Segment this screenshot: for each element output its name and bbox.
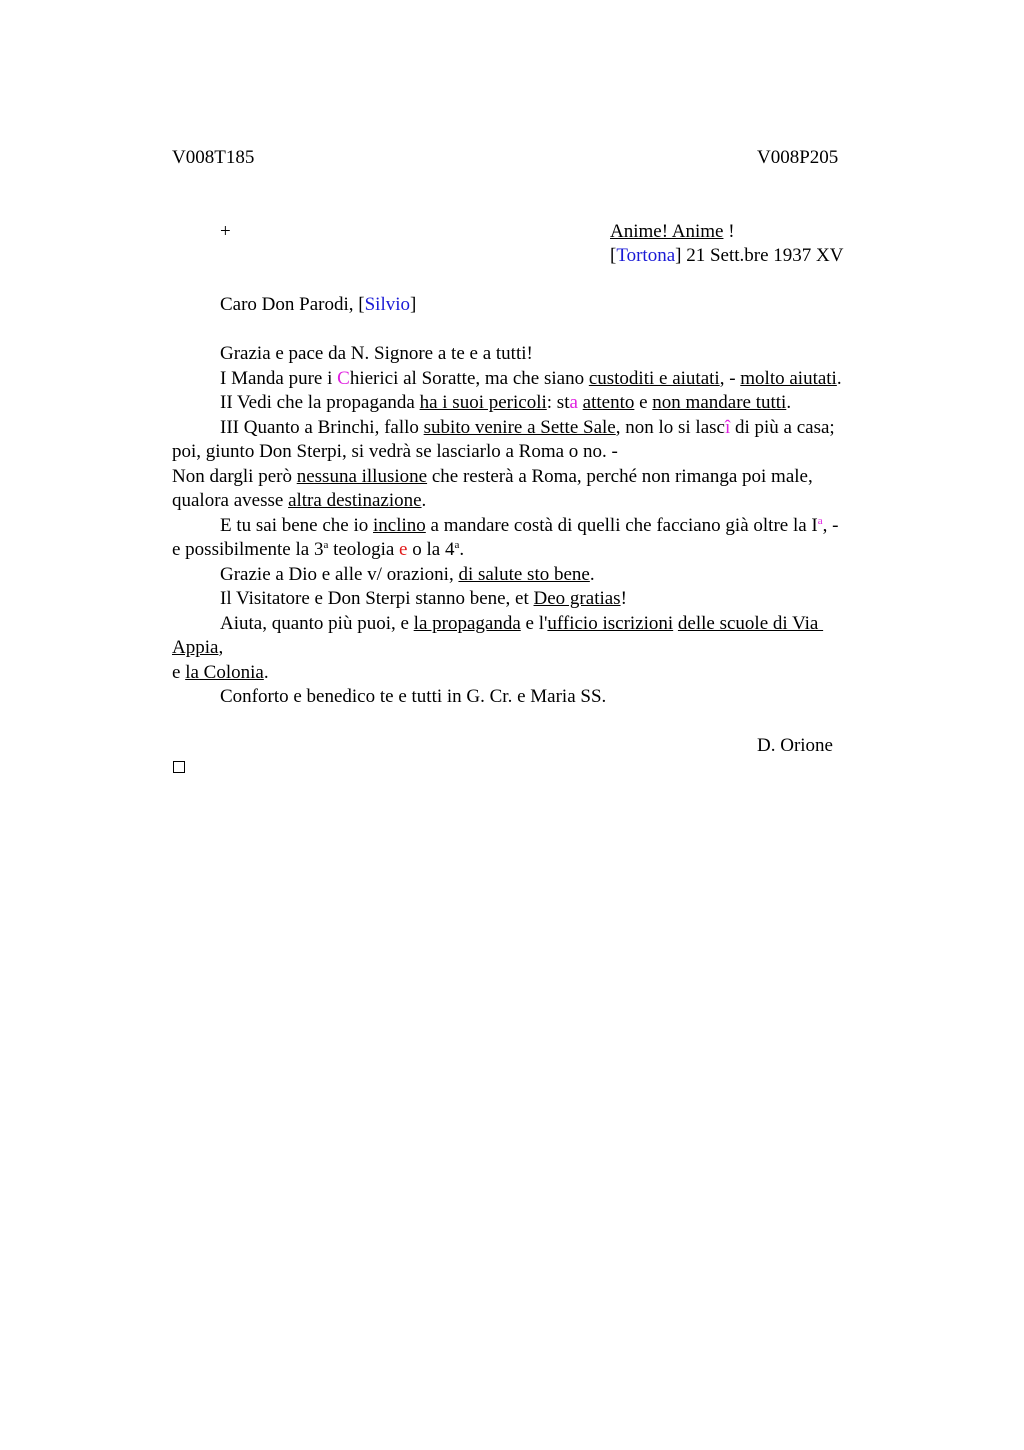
motto (610, 220, 735, 244)
body-line-11: Il Visitatore e Don Sterpi stanno bene, et Deo gratias! (220, 588, 627, 609)
body-line-14: e la Colonia. (172, 662, 269, 683)
colored-superscript: a (817, 515, 823, 527)
body-line-15: Conforto e benedico te e tutti in G. Cr. e Maria SS. (220, 686, 607, 707)
colored-letter: a (569, 392, 578, 413)
bracket: ] (675, 245, 682, 266)
bracket: [ (358, 294, 365, 315)
document-code-right: V008P205 (757, 147, 839, 168)
cross-mark: + (220, 221, 231, 242)
bracket: ] (410, 294, 417, 315)
place-date (610, 244, 844, 268)
recipient-name: Silvio (364, 294, 410, 315)
body-line-8: E tu sai bene che io inclino a mandare costà di quelli che facciano già oltre la $I^a$, - (220, 515, 839, 536)
body-line-5: poi, giunto Don Sterpi, si vedrà se lasciarlo a Roma o no. - (172, 441, 618, 462)
colored-letter: e (399, 539, 408, 560)
document-code-left: V008T185 (172, 147, 255, 168)
body-line-10: Grazie a Dio e alle v/ orazioni, di salute sto bene. (220, 564, 595, 585)
place-name: Tortona (616, 245, 676, 266)
body-line-1: Grazia e pace da N. Signore a te e a tutti! (220, 343, 533, 364)
salutation-text: Caro Don Parodi, (220, 294, 359, 315)
body-line-13: Appia, (172, 637, 224, 658)
square-marker-icon (173, 761, 185, 773)
motto-text: Anime! Anime (610, 221, 724, 242)
body-line-7: qualora avesse altra destinazione. (172, 490, 427, 511)
salutation (220, 293, 416, 317)
colored-letter: î (724, 417, 731, 438)
body-line-3: II Vedi che la propaganda ha i suoi pericoli: sta attento e non mandare tutti. (220, 392, 792, 413)
signature: D. Orione (757, 735, 833, 756)
date: 21 Sett.bre 1937 XV (681, 245, 844, 266)
body-line-12: Aiuta, quanto più puoi, e la propaganda e l'ufficio iscrizioni delle scuole di Via (220, 613, 824, 634)
bracket: [ (610, 245, 617, 266)
body-line-2: I Manda pure i Chierici al Soratte, ma che siano custoditi e aiutati, - molto aiutati. (220, 368, 842, 389)
body-line-9: e possibilmente la 3$^a$ teologia e o la 4$^a$. (172, 539, 465, 560)
body-line-6: Non dargli però nessuna illusione che resterà a Roma, perché non rimanga poi male, (172, 466, 813, 487)
colored-letter: C (337, 368, 350, 389)
body-line-4: III Quanto a Brinchi, fallo subito venire a Sette Sale, non lo si lascî di più a casa; (220, 417, 835, 438)
motto-exclamation: ! (723, 221, 735, 242)
